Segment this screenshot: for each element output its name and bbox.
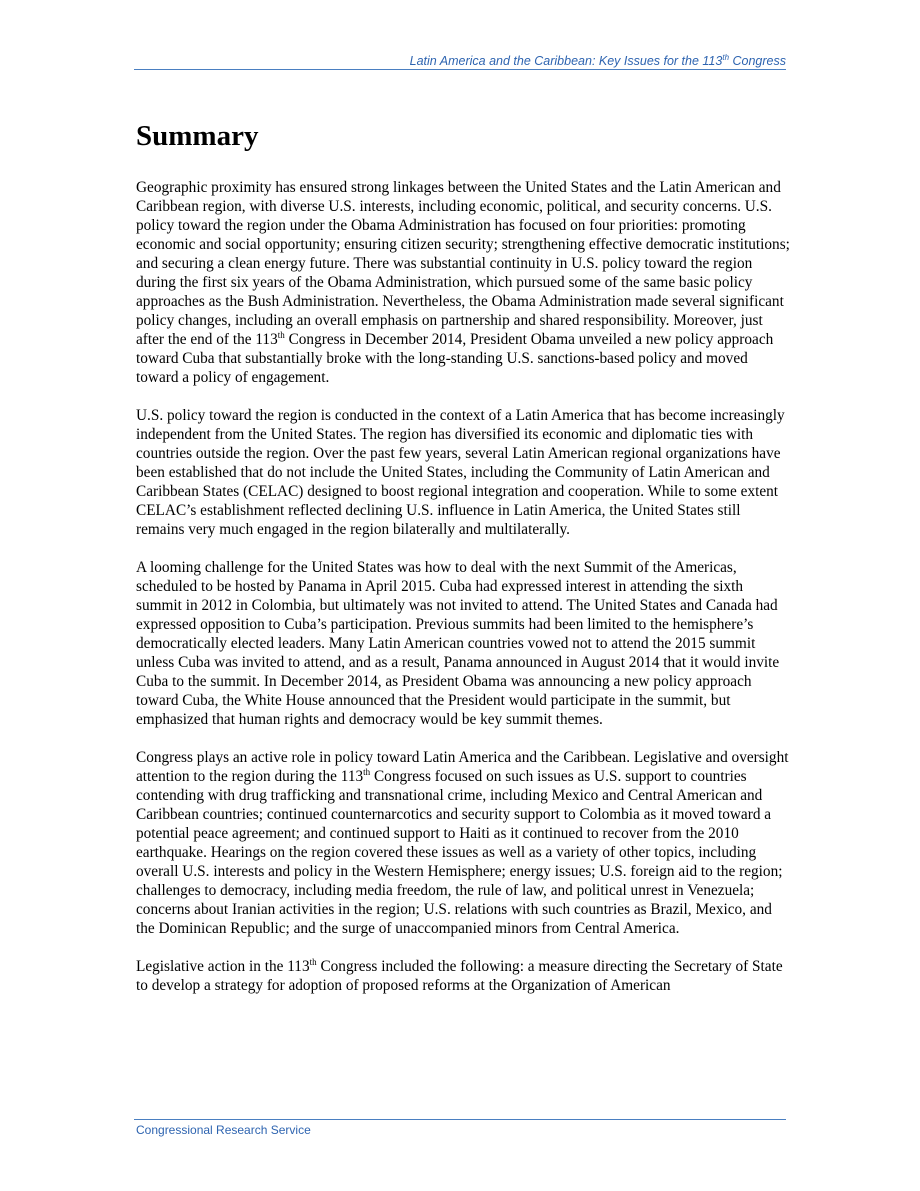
paragraph-4 (136, 748, 791, 938)
paragraph-5-text-a: Legislative action in the 113 (136, 958, 310, 975)
paragraph-1-superscript: th (277, 329, 285, 340)
paragraph-4-superscript: th (363, 766, 371, 777)
running-header-text: Latin America and the Caribbean: Key Issues for the 113 (409, 54, 723, 68)
page-title: Summary (136, 120, 259, 152)
paragraph-4-text-b: Congress focused on such issues as U.S. support to countries contending with drug trafficking and transnational crime, including Mexico and Central American and Caribbean countries; continued counternarcotics and security support to Colombia as it moved toward a potential peace agreement; and continued support to Haiti as it continued to recover from the 2010 earthquake. Hearings on the region covered these issues as well as a variety of other topics, including overall U.S. interests and policy in the Western Hemisphere; energy issues; U.S. foreign aid to the region; challenges to democracy, including media freedom, the rule of law, and political unrest in Venezuela; concerns about Iranian activities in the region; U.S. relations with such countries as Brazil, Mexico, and the Dominican Republic; and the surge of unaccompanied minors from Central America. (136, 768, 783, 937)
paragraph-5-text-b: Congress included the following: a measure directing the Secretary of State to develop a strategy for adoption of proposed reforms at the Organization of American (136, 958, 783, 994)
summary-body (136, 178, 791, 1014)
running-header-text-end: Congress (729, 54, 786, 68)
footer-organization: Congressional Research Service (136, 1123, 311, 1137)
paragraph-5-superscript: th (309, 956, 317, 967)
paragraph-1-text-b: Congress in December 2014, President Obama unveiled a new policy approach toward Cuba that substantially broke with the long-standing U.S. sanctions-based policy and moved toward a policy of engagement. (136, 331, 774, 386)
running-header (134, 54, 786, 70)
paragraph-1 (136, 178, 791, 387)
footer-divider (134, 1119, 786, 1120)
paragraph-1-text-a: Geographic proximity has ensured strong linkages between the United States and the Latin American and Caribbean region, with diverse U.S. interests, including economic, political, and security concerns. U.S. policy toward the region under the Obama Administration has focused on four priorities: promoting economic and social opportunity; ensuring citizen security; strengthening effective democratic institutions; and securing a clean energy future. There was substantial continuity in U.S. policy toward the region during the first six years of the Obama Administration, which pursued some of the same basic policy approaches as the Bush Administration. Nevertheless, the Obama Administration made several significant policy changes, including an overall emphasis on partnership and shared responsibility. Moreover, just after the end of the 113 (136, 179, 790, 348)
paragraph-4-text-a: Congress plays an active role in policy toward Latin America and the Caribbean. Legislative and oversight attention to the region during the 113 (136, 749, 789, 785)
paragraph-2: U.S. policy toward the region is conducted in the context of a Latin America that has become increasingly independent from the United States. The region has diversified its economic and diplomatic ties with countries outside the region. Over the past few years, several Latin American regional organizations have been established that do not include the United States, including the Community of Latin American and Caribbean States (CELAC) designed to boost regional integration and cooperation. While to some extent CELAC’s establishment reflected declining U.S. influence in Latin America, the United States still remains very much engaged in the region bilaterally and multilaterally. (136, 407, 785, 538)
paragraph-3: A looming challenge for the United States was how to deal with the next Summit of the Americas, scheduled to be hosted by Panama in April 2015. Cuba had expressed interest in attending the sixth summit in 2012 in Colombia, but ultimately was not invited to attend. The United States and Canada had expressed opposition to Cuba’s participation. Previous summits had been limited to the hemisphere’s democratically elected leaders. Many Latin American countries vowed not to attend the 2015 summit unless Cuba was invited to attend, and as a result, Panama announced in August 2014 that it would invite Cuba to the summit. In December 2014, as President Obama was announcing a new policy approach toward Cuba, the White House announced that the President would participate in the summit, but emphasized that human rights and democracy would be key summit themes. (136, 559, 780, 728)
running-header-superscript: th (722, 52, 730, 62)
paragraph-5 (136, 957, 791, 995)
